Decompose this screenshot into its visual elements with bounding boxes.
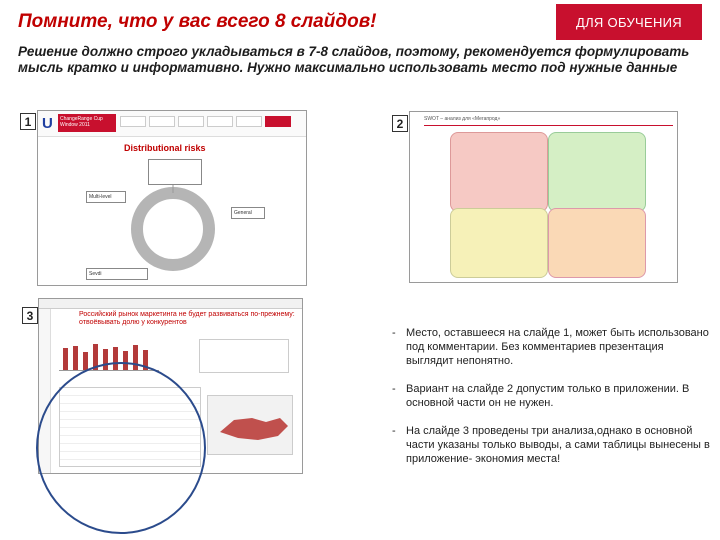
notes-list bbox=[392, 326, 710, 480]
slide-2-header: SWOT – анализ для «Мегапрод» bbox=[424, 116, 673, 126]
swot-opportunities bbox=[450, 208, 548, 278]
note-text: Место, оставшееся на слайде 1, может быть использовано под комментарии. Без комментариев презентация выглядит непонятно. bbox=[406, 327, 709, 367]
note-item: - Место, оставшееся на слайде 1, может быть использовано под комментарии. Без комментариев презентация выглядит непонятно. bbox=[392, 327, 709, 367]
slide-1-number: 1 bbox=[20, 113, 36, 130]
slide-1-bottom-box: Sevdi bbox=[86, 268, 148, 280]
slide-3-line-chart bbox=[199, 339, 289, 373]
slide-1-left-box: Multi-level bbox=[86, 191, 126, 203]
highlight-oval bbox=[36, 362, 206, 534]
slide-3-map-panel bbox=[207, 395, 293, 455]
slide-3-number: 3 bbox=[22, 307, 38, 324]
slide-3-tabs-bar bbox=[39, 299, 302, 309]
slide-2-number: 2 bbox=[392, 115, 408, 132]
unilever-logo-icon: U bbox=[42, 115, 53, 132]
swot-weaknesses bbox=[548, 132, 646, 212]
swot-strengths bbox=[450, 132, 548, 212]
badge-for-training: ДЛЯ ОБУЧЕНИЯ bbox=[556, 4, 702, 40]
page-title: Помните, что у вас всего 8 слайдов! bbox=[18, 11, 377, 32]
slide-2-thumbnail[interactable] bbox=[409, 111, 678, 283]
slide-1-right-box: General bbox=[231, 207, 265, 219]
slide-1-heading: Distributional risks bbox=[124, 143, 206, 153]
slide-1-header-box: ChangeRange Cup Window 2011 bbox=[58, 114, 116, 132]
subtitle: Решение должно строго укладываться в 7-8 слайдов, поэтому, рекомендуется формулировать мысль кратко и информативно. Нужно максимально использовать место под нужные данные bbox=[18, 44, 690, 75]
swot-threats bbox=[548, 208, 646, 278]
note-text: Вариант на слайде 2 допустим только в приложении. В основной части он не нужен. bbox=[406, 383, 690, 409]
russia-map-icon bbox=[208, 396, 294, 456]
slide-1-thumbnail[interactable] bbox=[37, 110, 307, 286]
note-item: - На слайде 3 проведены три анализа,однако в основной части указаны только выводы, а сами таблицы вынесены в приложение- экономия места! bbox=[392, 425, 710, 465]
note-text: На слайде 3 проведены три анализа,однако в основной части указаны только выводы, а сами таблицы вынесены в приложение- экономия места! bbox=[406, 425, 710, 465]
slide-3-headline: Российский рынок маркетинга не будет развиваться по-прежнему: отвоёвывать долю у конкурентов bbox=[79, 311, 295, 326]
note-item: - Вариант на слайде 2 допустим только в приложении. В основной части он не нужен. bbox=[392, 382, 710, 410]
cycle-arrows-icon bbox=[38, 111, 307, 286]
